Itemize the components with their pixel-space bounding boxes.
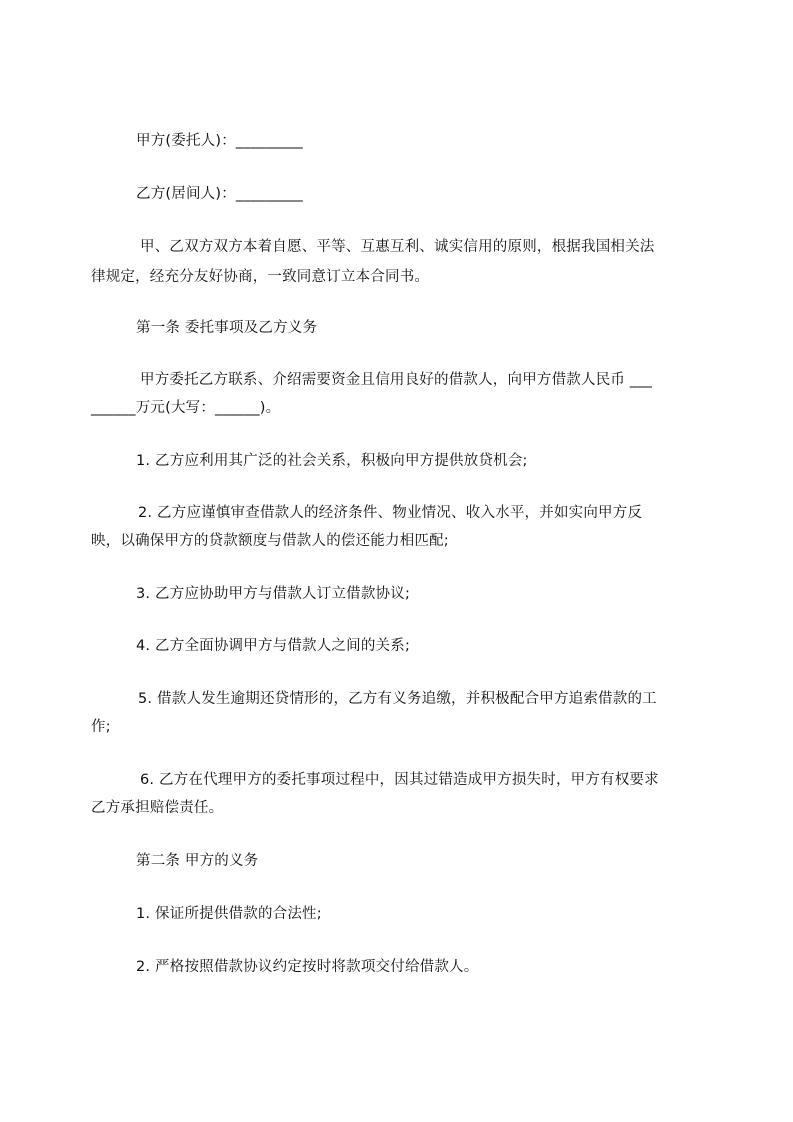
article-1-intro-line-1: 甲方委托乙方联系、介绍需要资金且信用良好的借款人，向甲方借款人民币 ___: [140, 372, 653, 388]
party-a-line: 甲方(委托人)：_________: [136, 133, 303, 149]
article-2-item-2: 2. 严格按照借款协议约定按时将款项交付给借款人。: [136, 959, 479, 975]
article-1-title: 第一条 委托事项及乙方义务: [136, 320, 318, 336]
article-1-intro-line-2: ______万元(大写：______)。: [91, 400, 281, 416]
preamble-line-1: 甲、乙双方双方本着自愿、平等、互惠互利、诚实信用的原则，根据我国相关法: [140, 239, 655, 255]
article-1-item-3: 3. 乙方应协助甲方与借款人订立借款协议;: [136, 586, 411, 602]
article-1-item-5-line-2: 作;: [91, 719, 111, 735]
article-1-item-5-line-1: 5. 借款人发生逾期还贷情形的，乙方有义务追缴，并积极配合甲方追索借款的工: [138, 691, 657, 707]
article-1-item-4: 4. 乙方全面协调甲方与借款人之间的关系;: [136, 638, 411, 654]
preamble-line-2: 律规定，经充分友好协商，一致同意订立本合同书。: [91, 269, 430, 285]
article-1-item-6-line-1: 6. 乙方在代理甲方的委托事项过程中，因其过错造成甲方损失时，甲方有权要求: [140, 772, 659, 788]
article-1-item-1: 1. 乙方应利用其广泛的社会关系，积极向甲方提供放贷机会;: [136, 453, 528, 469]
article-2-item-1: 1. 保证所提供借款的合法性;: [136, 906, 322, 922]
article-2-title: 第二条 甲方的义务: [136, 853, 259, 869]
article-1-item-2-line-1: 2. 乙方应谨慎审查借款人的经济条件、物业情况、收入水平，并如实向甲方反: [138, 505, 643, 521]
article-1-item-2-line-2: 映，以确保甲方的贷款额度与借款人的偿还能力相匹配;: [91, 533, 449, 549]
party-b-line: 乙方(居间人)：_________: [136, 186, 303, 202]
article-1-item-6-line-2: 乙方承担赔偿责任。: [91, 800, 224, 816]
